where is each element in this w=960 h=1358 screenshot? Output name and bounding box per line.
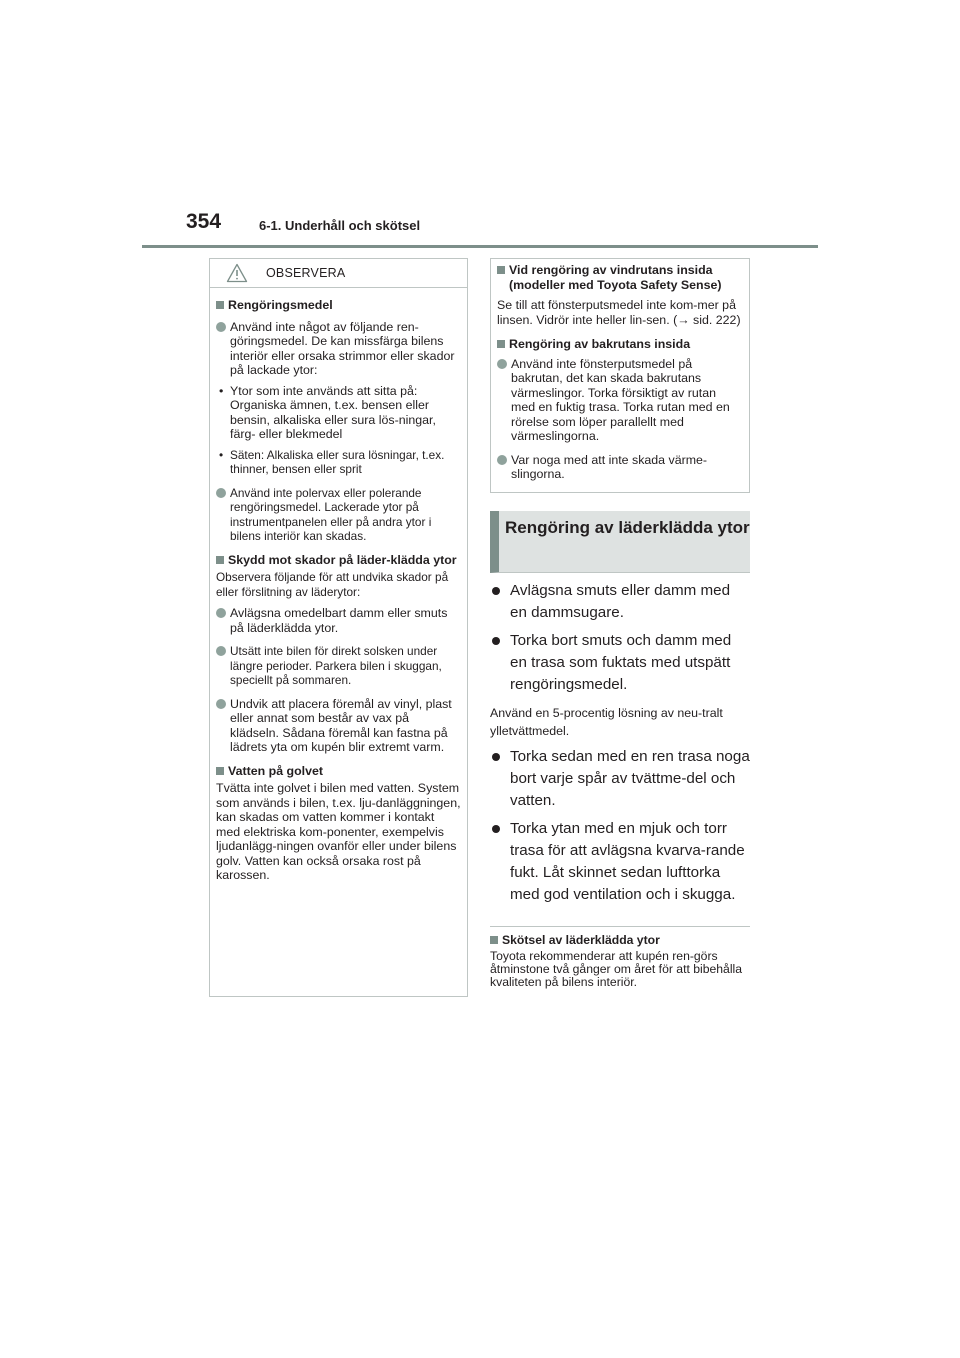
square-bullet-icon (497, 266, 505, 274)
circle-bullet-icon (216, 608, 226, 618)
caution-box-header (210, 259, 467, 288)
subheading-leather-care: Skötsel av läderklädda ytor (490, 933, 750, 947)
caution-box-title: OBSERVERA (266, 266, 346, 280)
section-heading: Rengöring av läderklädda ytor (505, 517, 750, 537)
square-bullet-icon (216, 301, 224, 309)
list-item: Använd inte fönsterputsmedel på bakrutan, det kan skada bakrutans värmeslingor. Torka försiktigt av rutan med en fuktig trasa. Torka rutan med en rörelse som löper parallellt med värmeslingorna. (497, 357, 743, 444)
bullet-dot-icon (492, 753, 500, 761)
note-text: Använd en 5-procentig lösning av neu-tralt ylletvättmedel. (490, 705, 723, 738)
bullet-dot-icon (492, 825, 500, 833)
list-item: • Ytor som inte används att sitta på: Organiska ämnen, t.ex. bensen eller bensin, alkaliska eller sura lös-ningar, färg- eller blekmedel (219, 383, 436, 441)
circle-bullet-icon (216, 646, 226, 656)
list-item: Använd inte polervax eller polerande rengöringsmedel. Lackerade ytor på instrumentpanelen eller på andra ytor i bilens interiör kan skadas. (216, 486, 461, 544)
list-item: Avlägsna omedelbart damm eller smuts på läderklädda ytor. (216, 606, 461, 635)
circle-bullet-icon (216, 699, 226, 709)
paragraph: Se till att fönsterputsmedel inte kom-mer på linsen. Vidrör inte heller lin-sen. (→ sid. 222) (497, 298, 741, 327)
page-number: 354 (186, 210, 222, 233)
paragraph: Toyota rekommenderar att kupén ren-görs åtminstone två gånger om året för att bibehålla kvaliteten på bilens interiör. (490, 948, 743, 989)
left-column (209, 258, 468, 997)
section-heading-box (490, 511, 750, 573)
square-bullet-icon (216, 767, 224, 775)
step-item: Torka ytan med en mjuk och torr trasa för att avlägsna kvarva-rande fukt. Låt skinnet sedan lufttorka med god ventilation och i skugga. (490, 818, 750, 906)
steps-list-2 (490, 746, 750, 906)
list-item: • Säten: Alkaliska eller sura lösningar, t.ex. thinner, bensen eller sprit (219, 447, 445, 476)
list-item: Undvik att placera föremål av vinyl, plast eller annat som består av vax på klädseln. Sådana föremål kan fastna på lädrets yta om kupén blir extremt varm. (216, 697, 461, 755)
caution-box (209, 258, 468, 997)
divider (490, 926, 750, 927)
subheading-rear-window-inside: Rengöring av bakrutans insida (497, 337, 743, 352)
paragraph: Observera följande för att undvika skador på eller förslitning av läderytor: (216, 570, 449, 599)
square-bullet-icon (216, 556, 224, 564)
paragraph: Tvätta inte golvet i bilen med vatten. System som används i bilen, t.ex. lju-danläggningen, kan skadas om vatten kommer i kontakt med elektriska kom-ponenter, exempelvis ljudanlägg-ningen ovanför eller under bilens golv. Vatten kan också orsaka rost på karossen. (216, 781, 461, 882)
caution-box-continued (490, 258, 750, 493)
bullet-dot-icon (492, 587, 500, 595)
step-item: Torka sedan med en ren trasa noga bort varje spår av tvättme-del och vatten. (490, 746, 750, 812)
subheading-leather-protection: Skydd mot skador på läder-klädda ytor (216, 553, 461, 568)
step-item: Torka bort smuts och damm med en trasa som fuktats med utspätt rengöringsmedel. (490, 630, 750, 696)
page-header (142, 210, 818, 248)
subheading-water-on-floor: Vatten på golvet (216, 764, 461, 779)
circle-bullet-icon (497, 455, 507, 465)
bullet-dot-icon (492, 637, 500, 645)
subheading-windshield-inside: Vid rengöring av vindrutans insida (modeller med Toyota Safety Sense) (497, 263, 743, 292)
caution-box-body (210, 288, 467, 893)
steps-list (490, 580, 750, 696)
section-title: 6-1. Underhåll och skötsel (259, 218, 421, 233)
right-column (490, 258, 750, 989)
list-item: Var noga med att inte skada värme-slingorna. (497, 453, 743, 482)
list-item: Utsätt inte bilen för direkt solsken under längre perioder. Parkera bilen i skuggan, speciellt på sommaren. (216, 644, 461, 688)
square-bullet-icon (490, 936, 498, 944)
circle-bullet-icon (216, 488, 226, 498)
subheading-cleaning-agents: Rengöringsmedel (216, 298, 461, 313)
step-item: Avlägsna smuts eller damm med en dammsugare. (490, 580, 750, 624)
circle-bullet-icon (497, 359, 507, 369)
circle-bullet-icon (216, 322, 226, 332)
square-bullet-icon (497, 340, 505, 348)
warning-triangle-icon (226, 263, 248, 283)
list-item: Använd inte något av följande ren-göringsmedel. De kan missfärga bilens interiör eller orsaka strimmor eller skador på lackade ytor: (216, 320, 461, 378)
